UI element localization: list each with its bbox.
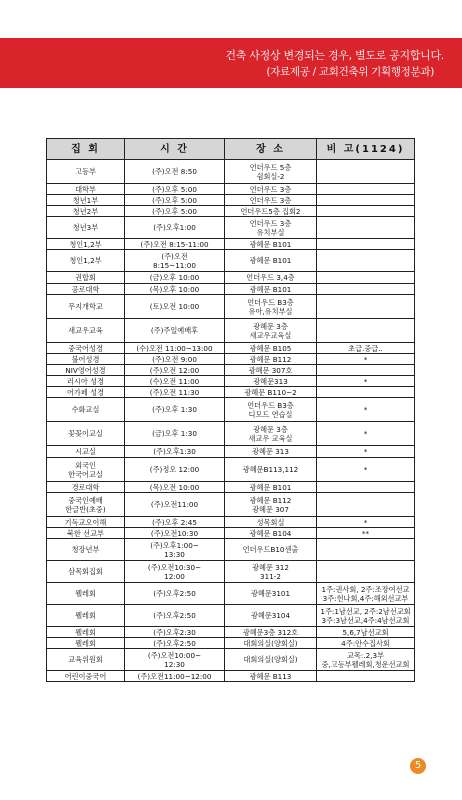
time-cell <box>125 343 225 354</box>
table-row <box>47 458 415 482</box>
table-row <box>47 493 415 517</box>
cell-text: (주)오후2:50 <box>153 589 196 598</box>
notice-line-2: (자료제공 / 교회건축위 기획행정분과) <box>266 66 434 78</box>
time-cell <box>125 184 225 195</box>
cell-text: 대학부 <box>75 184 96 194</box>
page-number-badge: 5 <box>410 758 426 774</box>
cell-text: 언더우드 B3층 <box>247 297 294 307</box>
note-cell <box>317 239 415 250</box>
cell-text: 한글반(초중) <box>65 504 106 514</box>
time-cell <box>125 583 225 605</box>
cell-text: 대회의실(양회실) <box>243 638 298 648</box>
table-row <box>47 160 415 184</box>
table-row <box>47 583 415 605</box>
note-cell <box>317 528 415 539</box>
table-header-row <box>47 139 415 160</box>
place-cell <box>225 517 317 528</box>
cell-text: 1주:1남선교, 2주:2남선교회 <box>320 606 411 616</box>
cell-text: 광혜문 B113 <box>249 671 292 681</box>
cell-text: 청장년부 <box>71 545 100 554</box>
cell-text: 중국인예배 <box>68 495 103 505</box>
meeting-cell <box>47 422 125 446</box>
cell-text: (주)주일예배후 <box>150 326 199 335</box>
header-time: 시 간 <box>125 139 225 160</box>
note-cell <box>317 387 415 398</box>
cell-text: 성목회실 <box>256 517 285 527</box>
cell-text: 청인1,2부 <box>69 239 102 249</box>
cell-text: * <box>363 405 368 414</box>
cell-text: 새교우교육 <box>68 326 103 335</box>
cell-text: (목)오전 10:00 <box>149 482 200 492</box>
table-row <box>47 605 415 627</box>
cell-text: (목)오후 10:00 <box>149 284 200 294</box>
note-cell <box>317 627 415 638</box>
cell-text: 시교실 <box>75 447 96 456</box>
meeting-cell <box>47 206 125 217</box>
place-cell <box>225 206 317 217</box>
place-cell <box>225 343 317 354</box>
table-row <box>47 446 415 458</box>
time-cell <box>125 354 225 365</box>
cell-text: 기독교오이해 <box>64 517 107 527</box>
cell-text: * <box>363 517 368 527</box>
table-row <box>47 376 415 387</box>
cell-text: 웰레회 <box>75 638 96 648</box>
cell-text: (주)오후2:50 <box>153 611 196 620</box>
cell-text: * <box>363 447 368 456</box>
cell-text: 언더우드5층 집회2 <box>240 206 301 216</box>
time-cell <box>125 295 225 319</box>
note-cell <box>317 217 415 239</box>
cell-text: 북한 선교부 <box>66 528 104 538</box>
note-cell <box>317 638 415 649</box>
cell-text: 언더우드 B3층 <box>247 400 294 410</box>
meeting-cell <box>47 627 125 638</box>
meeting-cell <box>47 365 125 376</box>
time-cell <box>125 627 225 638</box>
place-cell <box>225 493 317 517</box>
cell-text: 언더우드B10센출 <box>242 545 299 554</box>
cell-text: (주)오후 1:30 <box>152 405 197 414</box>
cell-text: 수화교실 <box>71 405 100 414</box>
cell-text: 중,고등부웰레회,청운선교회 <box>321 659 410 669</box>
cell-text: (토)오전 10:00 <box>149 302 200 311</box>
cell-text: (주)정오 12:00 <box>149 465 200 474</box>
cell-text: 교목:.2,3부 <box>347 650 384 660</box>
place-cell <box>225 239 317 250</box>
time-cell <box>125 446 225 458</box>
table-row <box>47 217 415 239</box>
meeting-cell <box>47 446 125 458</box>
note-cell <box>317 365 415 376</box>
place-cell <box>225 671 317 682</box>
cell-text: (주)오후1:00~ <box>150 540 199 550</box>
meeting-cell <box>47 376 125 387</box>
time-cell <box>125 206 225 217</box>
place-cell <box>225 387 317 398</box>
meeting-cell <box>47 272 125 284</box>
cell-text: 청년1부 <box>72 195 99 205</box>
cell-text: 유치부실 <box>256 227 285 237</box>
cell-text: 언더우드 3층 <box>249 218 292 228</box>
note-cell <box>317 295 415 319</box>
cell-text: 광혜문 B110~2 <box>244 387 297 397</box>
cell-text: 어린이중국어 <box>64 671 107 681</box>
meeting-cell <box>47 195 125 206</box>
cell-text: * <box>363 354 368 364</box>
cell-text: 대회의실(양회실) <box>243 655 298 664</box>
table-row <box>47 422 415 446</box>
time-cell <box>125 638 225 649</box>
meeting-cell <box>47 539 125 561</box>
table-row <box>47 239 415 250</box>
note-cell <box>317 195 415 206</box>
table-row <box>47 517 415 528</box>
cell-text: 311-2 <box>260 571 281 581</box>
cell-text: 새교우 교육실 <box>248 433 293 443</box>
table-row <box>47 195 415 206</box>
cell-text: (주)오후2:30 <box>153 627 196 637</box>
cell-text: 광혜문 312 <box>252 562 289 572</box>
place-cell <box>225 272 317 284</box>
cell-text: (주)오전11:00~12:00 <box>137 671 212 681</box>
place-cell <box>225 354 317 365</box>
time-cell <box>125 671 225 682</box>
header-meeting: 집 회 <box>47 139 125 160</box>
place-cell <box>225 184 317 195</box>
place-cell <box>225 638 317 649</box>
table-row <box>47 482 415 493</box>
note-cell <box>317 206 415 217</box>
note-cell <box>317 398 415 422</box>
time-cell <box>125 528 225 539</box>
table-row <box>47 649 415 671</box>
place-cell <box>225 605 317 627</box>
note-cell <box>317 354 415 365</box>
cell-text: 공로대학 <box>71 284 100 294</box>
cell-text: 광혜문313 <box>253 376 288 386</box>
table-row <box>47 638 415 649</box>
table-row <box>47 250 415 272</box>
cell-text: 12:00 <box>164 571 185 581</box>
cell-text: 5,6,7남선교회 <box>342 627 389 637</box>
cell-text: (주)오전 8:15-11:00 <box>140 239 209 249</box>
cell-text: (주)오후 5:00 <box>152 195 197 205</box>
cell-text: (주)오후1:00 <box>153 223 196 232</box>
place-cell <box>225 365 317 376</box>
cell-text: 12:30 <box>164 659 185 669</box>
cell-text: 무지개학교 <box>68 302 103 311</box>
cell-text: 1주:권사회, 2주:조장여선교 <box>321 584 410 594</box>
table-row <box>47 295 415 319</box>
cell-text: 웰레회 <box>75 589 96 598</box>
cell-text: 광혜문3층 312호 <box>242 627 299 637</box>
time-cell <box>125 387 225 398</box>
meeting-cell <box>47 398 125 422</box>
time-cell <box>125 365 225 376</box>
time-cell <box>125 376 225 387</box>
cell-text: 중국어성경 <box>68 343 103 353</box>
cell-text: (수)오전 11:00 <box>149 376 200 386</box>
time-cell <box>125 458 225 482</box>
meeting-cell <box>47 354 125 365</box>
note-cell <box>317 482 415 493</box>
meeting-cell <box>47 387 125 398</box>
time-cell <box>125 239 225 250</box>
cell-text: (금)오후 1:30 <box>152 429 197 438</box>
cell-text: (주)오후1:30 <box>153 447 196 456</box>
cell-text: 언더우드 5층 <box>249 162 292 172</box>
cell-text: 3주:헌나회,4주:해외선교부 <box>322 593 409 603</box>
cell-text: (주)오후 2:45 <box>152 517 197 527</box>
time-cell <box>125 561 225 583</box>
table-row <box>47 284 415 295</box>
place-cell <box>225 376 317 387</box>
cell-text: (주)오전10:00~ <box>147 650 202 660</box>
cell-text: 광혜문 B101 <box>249 284 292 294</box>
meeting-cell <box>47 671 125 682</box>
meeting-cell <box>47 649 125 671</box>
cell-text: (수)오전 11:00~13:00 <box>136 343 213 353</box>
cell-text: 4주:안수집사회 <box>341 638 390 648</box>
place-cell <box>225 627 317 638</box>
place-cell <box>225 649 317 671</box>
meeting-cell <box>47 319 125 343</box>
header-place: 장 소 <box>225 139 317 160</box>
cell-text: 광혜문 B104 <box>249 528 292 538</box>
time-cell <box>125 649 225 671</box>
time-cell <box>125 482 225 493</box>
cell-text: 광혜문 B101 <box>249 239 292 249</box>
meeting-cell <box>47 295 125 319</box>
meeting-cell <box>47 458 125 482</box>
time-cell <box>125 250 225 272</box>
cell-text: 어가페 성경 <box>66 387 104 397</box>
meeting-cell <box>47 250 125 272</box>
time-cell <box>125 160 225 184</box>
cell-text: (주)오전10:30 <box>150 528 199 538</box>
table-row <box>47 561 415 583</box>
note-cell <box>317 539 415 561</box>
table-row <box>47 272 415 284</box>
table-row <box>47 184 415 195</box>
cell-text: 광혜문 3층 <box>253 321 288 331</box>
meeting-cell <box>47 217 125 239</box>
cell-text: (주)오전10:30~ <box>147 562 202 572</box>
table-row <box>47 206 415 217</box>
time-cell <box>125 517 225 528</box>
cell-text: (주)오전11:00 <box>150 500 199 509</box>
meeting-cell <box>47 561 125 583</box>
place-cell <box>225 284 317 295</box>
place-cell <box>225 482 317 493</box>
place-cell <box>225 583 317 605</box>
cell-text: 청년3부 <box>72 223 99 232</box>
meeting-cell <box>47 160 125 184</box>
place-cell <box>225 195 317 206</box>
cell-text: 외국인 <box>75 460 96 470</box>
cell-text: 8:15~11:00 <box>153 260 196 270</box>
meeting-cell <box>47 343 125 354</box>
cell-text: 언더우드 3층 <box>249 195 292 205</box>
table-row <box>47 539 415 561</box>
cell-text: (주)오전 8:50 <box>152 167 197 176</box>
place-cell <box>225 250 317 272</box>
cell-text: 초급.중급.. <box>348 343 383 353</box>
table-row <box>47 671 415 682</box>
note-cell <box>317 160 415 184</box>
cell-text: (주)오전 11:30 <box>149 387 200 397</box>
note-cell <box>317 561 415 583</box>
place-cell <box>225 446 317 458</box>
place-cell <box>225 295 317 319</box>
place-cell <box>225 398 317 422</box>
cell-text: NIV영어성경 <box>65 365 106 375</box>
place-cell <box>225 217 317 239</box>
meeting-cell <box>47 284 125 295</box>
note-cell <box>317 422 415 446</box>
time-cell <box>125 217 225 239</box>
cell-text: (주)오후 5:00 <box>152 184 197 194</box>
cell-text: 새교우교육실 <box>249 330 292 340</box>
header-note: 비 고(1124) <box>317 139 415 160</box>
table-row <box>47 528 415 539</box>
notice-line-1: 건축 사정상 변경되는 경우, 별도로 공지합니다. <box>225 49 444 62</box>
cell-text: 청년2부 <box>72 206 99 216</box>
cell-text: 광혜문 307호 <box>248 365 293 375</box>
place-cell <box>225 539 317 561</box>
cell-text: 웰레회 <box>75 627 96 637</box>
note-cell <box>317 184 415 195</box>
meeting-cell <box>47 638 125 649</box>
cell-text: 삼목회집회 <box>68 567 103 576</box>
note-cell <box>317 493 415 517</box>
cell-text: 3주:3남선교,4주:4남선교회 <box>321 615 410 625</box>
cell-text: 광혜문B113,112 <box>242 465 299 474</box>
note-cell <box>317 458 415 482</box>
cell-text: 쉼회실-2 <box>256 171 285 181</box>
meeting-cell <box>47 482 125 493</box>
cell-text: 광혜문3104 <box>250 611 291 620</box>
schedule-table <box>46 138 415 682</box>
cell-text: * <box>363 429 368 438</box>
cell-text: (주)오후2:50 <box>153 638 196 648</box>
time-cell <box>125 493 225 517</box>
note-cell <box>317 649 415 671</box>
meeting-cell <box>47 517 125 528</box>
cell-text: 광혜문 B112 <box>249 495 292 505</box>
cell-text: 권합회 <box>75 273 96 282</box>
note-cell <box>317 319 415 343</box>
time-cell <box>125 398 225 422</box>
time-cell <box>125 539 225 561</box>
time-cell <box>125 272 225 284</box>
cell-text: 불어성경 <box>71 354 100 364</box>
place-cell <box>225 422 317 446</box>
notice-banner <box>0 38 462 88</box>
cell-text: 교육위원회 <box>68 655 103 664</box>
table-row <box>47 354 415 365</box>
cell-text: 유아,유치부실 <box>248 306 293 316</box>
cell-text: 언더우드 3,4층 <box>246 273 295 282</box>
place-cell <box>225 528 317 539</box>
cell-text: 한국어교실 <box>68 469 103 479</box>
cell-text: 광혜문 B105 <box>249 343 292 353</box>
cell-text: 광혜문3101 <box>250 589 291 598</box>
cell-text: * <box>363 465 368 474</box>
cell-text: ** <box>361 528 370 538</box>
meeting-cell <box>47 583 125 605</box>
cell-text: 꽃꽂이교실 <box>68 429 103 438</box>
meeting-cell <box>47 605 125 627</box>
note-cell <box>317 446 415 458</box>
note-cell <box>317 376 415 387</box>
time-cell <box>125 605 225 627</box>
cell-text: 러시아 성경 <box>66 376 104 386</box>
note-cell <box>317 517 415 528</box>
place-cell <box>225 561 317 583</box>
meeting-cell <box>47 493 125 517</box>
table-row <box>47 343 415 354</box>
note-cell <box>317 671 415 682</box>
note-cell <box>317 605 415 627</box>
meeting-cell <box>47 184 125 195</box>
table-row <box>47 398 415 422</box>
cell-text: * <box>363 376 368 386</box>
table-row <box>47 387 415 398</box>
note-cell <box>317 343 415 354</box>
cell-text: (주)오전 12:00 <box>149 365 200 375</box>
cell-text: 광혜문 313 <box>252 447 289 456</box>
meeting-cell <box>47 239 125 250</box>
cell-text: (주)오후 5:00 <box>152 206 197 216</box>
cell-text: 디모드 연습실 <box>248 409 293 419</box>
cell-text: (주)오전 <box>161 251 188 261</box>
meeting-cell <box>47 528 125 539</box>
cell-text: (금)오후 10:00 <box>149 273 200 282</box>
note-cell <box>317 272 415 284</box>
time-cell <box>125 284 225 295</box>
cell-text: 광혜문 3층 <box>253 424 288 434</box>
table-row <box>47 365 415 376</box>
cell-text: 13:30 <box>164 549 185 559</box>
cell-text: (주)오전 9:00 <box>152 354 197 364</box>
note-cell <box>317 583 415 605</box>
cell-text: 광혜문 307 <box>252 504 289 514</box>
time-cell <box>125 195 225 206</box>
cell-text: 고등부 <box>75 167 96 176</box>
time-cell <box>125 319 225 343</box>
cell-text: 광혜문 B101 <box>249 482 292 492</box>
cell-text: 경로대학 <box>71 482 100 492</box>
cell-text: 언더우드 3층 <box>249 184 292 194</box>
cell-text: 광혜문 B101 <box>249 256 292 265</box>
cell-text: 청인1,2부 <box>69 256 102 265</box>
time-cell <box>125 422 225 446</box>
place-cell <box>225 160 317 184</box>
table-row <box>47 319 415 343</box>
cell-text: 광혜문 B112 <box>249 354 292 364</box>
table-row <box>47 627 415 638</box>
cell-text: 웰레회 <box>75 611 96 620</box>
place-cell <box>225 458 317 482</box>
note-cell <box>317 284 415 295</box>
note-cell <box>317 250 415 272</box>
place-cell <box>225 319 317 343</box>
